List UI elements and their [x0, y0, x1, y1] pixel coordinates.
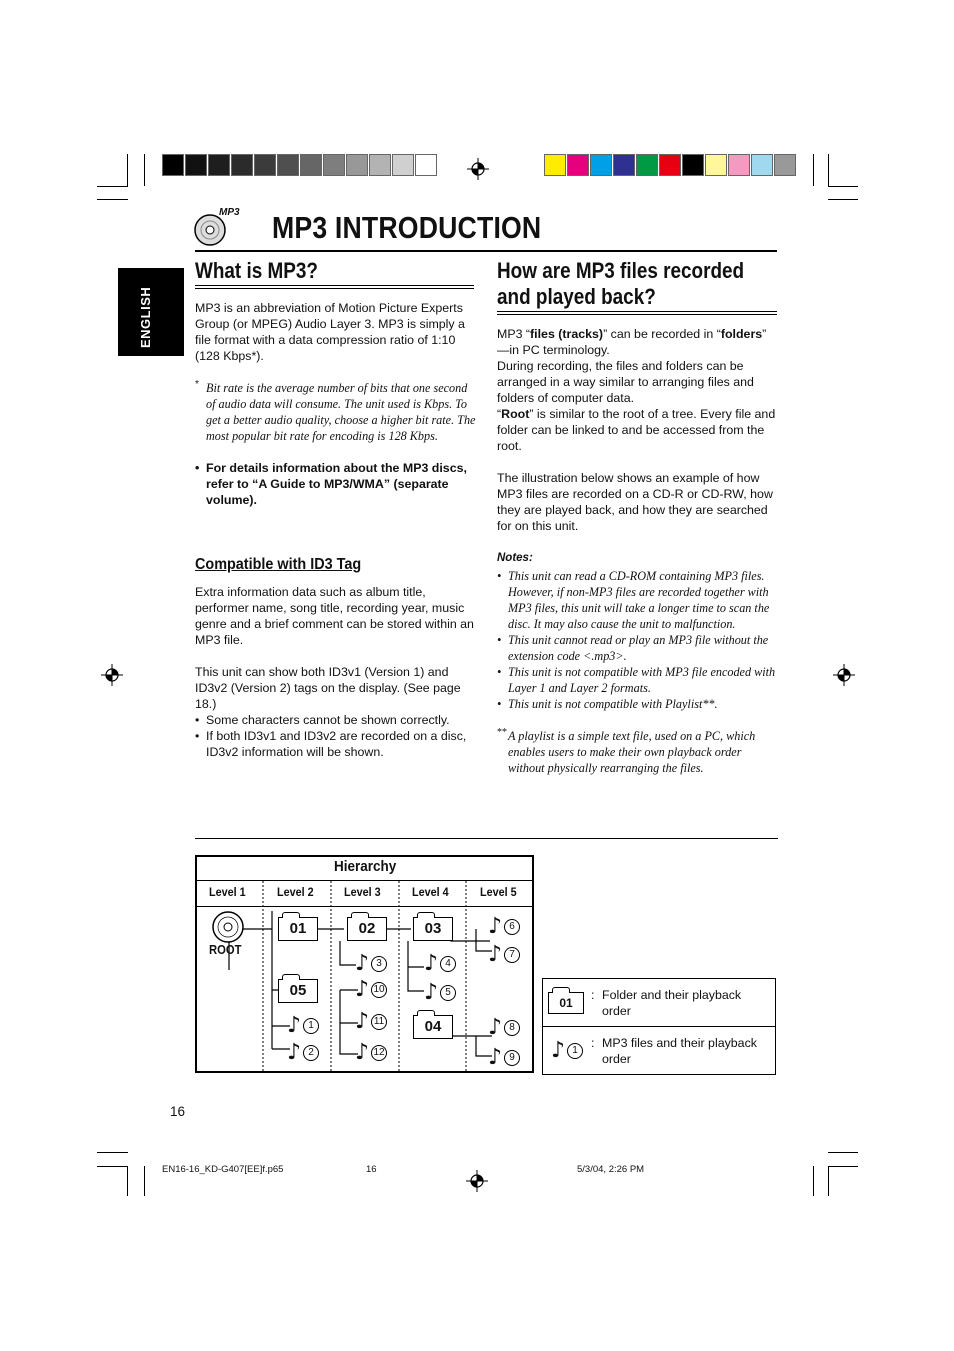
file-order-number: 10 — [371, 982, 387, 998]
legend-folder-icon: 01 — [548, 992, 584, 1014]
music-note-icon: ♪ — [355, 1009, 370, 1034]
mp3-file-item — [287, 1015, 319, 1037]
calibration-swatch — [254, 154, 276, 176]
file-order-number: 9 — [504, 1050, 520, 1066]
music-note-icon: ♪ — [551, 1038, 566, 1063]
calibration-swatch — [415, 154, 437, 176]
heading-rule — [497, 314, 777, 315]
section-divider — [195, 838, 778, 839]
gray-calibration-bar — [162, 154, 438, 176]
calibration-swatch — [300, 154, 322, 176]
id3-paragraph-1: Extra information data such as album title, performer name, song title, recording year, music genre and a brief comment can be stored within an MP3 file. — [195, 585, 474, 647]
note-item: • This unit can read a CD-ROM containing MP3 files. However, if non-MP3 files are recorded together with MP3 files, this unit will take a longer time to scan the disc. It may also cause the unit to malfunction. — [497, 568, 781, 632]
music-note-icon: ♪ — [488, 1045, 503, 1070]
root-paragraph: “Root” is similar to the root of a tree. Every file and folder can be linked to and be accessed from the root. — [497, 407, 776, 453]
music-note-icon: ♪ — [355, 951, 370, 976]
calibration-swatch — [774, 154, 796, 176]
calibration-swatch — [659, 154, 681, 176]
legend-file-item — [551, 1040, 583, 1062]
mp3-file-item — [488, 916, 520, 938]
music-note-icon: ♪ — [355, 1040, 370, 1065]
files-folders-paragraph: MP3 “files (tracks)” can be recorded in “folders” —in PC terminology. — [497, 327, 767, 357]
file-order-number: 7 — [504, 947, 520, 963]
id3-section — [195, 584, 477, 760]
page-number: 16 — [170, 1104, 186, 1119]
language-tab — [118, 268, 184, 356]
music-note-icon: ♪ — [488, 1015, 503, 1040]
illustration-paragraph: The illustration below shows an example of how MP3 files are recorded on a CD-R or CD-RW, how they are played back, and how they are searched for on this unit. — [497, 471, 773, 533]
note-item: • This unit cannot read or play an MP3 file without the extension code <.mp3>. — [497, 632, 781, 664]
registration-crosshair-icon — [101, 664, 123, 686]
note-item: • This unit is not compatible with Playlist**. — [497, 696, 781, 712]
legend-file-number: 1 — [567, 1043, 583, 1059]
calibration-swatch — [544, 154, 566, 176]
level-label: Level 2 — [277, 885, 314, 899]
mp3-logo-text: MP3 — [219, 207, 240, 218]
calibration-swatch — [751, 154, 773, 176]
mp3-file-item — [355, 953, 387, 975]
hierarchy-title: Hierarchy — [334, 858, 397, 875]
footnote-mark: ** — [497, 727, 507, 738]
mp3-file-item — [355, 979, 387, 1001]
mp3-file-item — [287, 1042, 319, 1064]
legend-divider — [542, 1026, 776, 1027]
file-order-number: 5 — [440, 985, 456, 1001]
right-column — [497, 326, 781, 776]
calibration-swatch — [613, 154, 635, 176]
root-disc-icon — [210, 910, 246, 944]
mp3-file-item — [424, 953, 456, 975]
file-order-number: 11 — [371, 1014, 387, 1030]
heading-how-recorded: How are MP3 files recorded and played back? — [497, 258, 745, 309]
mp3-file-item — [355, 1042, 387, 1064]
calibration-swatch — [346, 154, 368, 176]
left-column — [195, 300, 477, 508]
music-note-icon: ♪ — [287, 1040, 302, 1065]
level-label: Level 3 — [344, 885, 381, 899]
music-note-icon: ♪ — [424, 951, 439, 976]
calibration-swatch — [682, 154, 704, 176]
level-label: Level 1 — [209, 885, 246, 899]
calibration-swatch — [590, 154, 612, 176]
folder-icon: 02 — [347, 917, 387, 941]
footnote-text: Bit rate is the average number of bits that one second of audio data will consume. The unit used is Kbps. To get a better audio quality, choose a higher bit rate. The most popular bit rate for encoding is 128 Kbps. — [206, 381, 476, 443]
legend-colon: : — [591, 988, 595, 1002]
playlist-footnote — [497, 728, 781, 776]
mp3-file-item — [355, 1011, 387, 1033]
music-note-icon: ♪ — [488, 914, 503, 939]
level-label: Level 4 — [412, 885, 449, 899]
calibration-swatch — [162, 154, 184, 176]
footer-date: 5/3/04, 2:26 PM — [577, 1164, 645, 1175]
music-note-icon: ♪ — [488, 942, 503, 967]
registration-crosshair-icon — [467, 158, 489, 180]
intro-paragraph: MP3 is an abbreviation of Motion Picture Experts Group (or MPEG) Audio Layer 3. MP3 is simply a file format with a data compression ratio of 1:10 (128 Kbps*). — [195, 301, 465, 363]
footnote-text: A playlist is a simple text file, used on a PC, which enables users to make their own playback order without physically rearranging the files. — [508, 729, 756, 775]
calibration-swatch — [728, 154, 750, 176]
registration-crosshair-icon — [833, 664, 855, 686]
footer-file-name: EN16-16_KD-G407[EE]f.p65 — [162, 1164, 284, 1175]
calibration-swatch — [185, 154, 207, 176]
notes-title: Notes: — [497, 552, 533, 564]
music-note-icon: ♪ — [424, 980, 439, 1005]
id3-bullet: • If both ID3v1 and ID3v2 are recorded on a disc, ID3v2 information will be shown. — [195, 728, 477, 760]
heading-rule — [195, 285, 474, 286]
mp3-file-item — [488, 1017, 520, 1039]
footnote-mark: * — [195, 379, 199, 390]
calibration-swatch — [705, 154, 727, 176]
mp3-logo — [194, 208, 254, 248]
legend-colon: : — [591, 1036, 595, 1050]
level-label: Level 5 — [480, 885, 517, 899]
calibration-swatch — [567, 154, 589, 176]
mp3-file-item — [488, 944, 520, 966]
details-bullet: • For details information about the MP3 discs, refer to “A Guide to MP3/WMA” (separate volume). — [195, 460, 477, 508]
folder-icon: 01 — [278, 917, 318, 941]
folder-icon: 05 — [278, 979, 318, 1003]
heading-id3-tag: Compatible with ID3 Tag — [195, 556, 362, 573]
legend-folder-desc: Folder and their playback order — [602, 988, 742, 1018]
file-order-number: 4 — [440, 956, 456, 972]
mp3-file-item — [488, 1047, 520, 1069]
note-item: • This unit is not compatible with MP3 file encoded with Layer 1 and Layer 2 formats. — [497, 664, 781, 696]
heading-what-is-mp3: What is MP3? — [195, 258, 318, 283]
color-calibration-bar — [544, 154, 797, 176]
arrangement-paragraph: During recording, the files and folders can be arranged in a way similar to arranging files and folders of computer data. — [497, 359, 754, 405]
root-label: ROOT — [209, 943, 242, 957]
bitrate-footnote — [195, 380, 477, 444]
notes-list — [497, 568, 781, 712]
id3-bullet: • Some characters cannot be shown correctly. — [195, 712, 477, 728]
folder-icon: 03 — [413, 917, 453, 941]
cd-disc-icon — [194, 214, 226, 246]
calibration-swatch — [392, 154, 414, 176]
mp3-file-item — [424, 982, 456, 1004]
id3-paragraph-2: This unit can show both ID3v1 (Version 1) and ID3v2 (Version 2) tags on the display. (See page 18.) — [195, 665, 461, 711]
calibration-swatch — [231, 154, 253, 176]
registration-crosshair-icon — [466, 1170, 488, 1192]
title-rule — [195, 250, 777, 252]
music-note-icon: ♪ — [355, 977, 370, 1002]
language-tab-label: ENGLISH — [138, 286, 153, 348]
file-order-number: 3 — [371, 956, 387, 972]
file-order-number: 8 — [504, 1020, 520, 1036]
heading-rule — [195, 288, 474, 289]
calibration-swatch — [636, 154, 658, 176]
file-order-number: 6 — [504, 919, 520, 935]
file-order-number: 2 — [303, 1045, 319, 1061]
calibration-swatch — [369, 154, 391, 176]
footer-page-ref: 16 — [366, 1164, 377, 1175]
page-title: MP3 INTRODUCTION — [272, 210, 542, 245]
music-note-icon: ♪ — [287, 1013, 302, 1038]
folder-icon: 04 — [413, 1015, 453, 1039]
legend-file-desc: MP3 files and their playback order — [602, 1036, 757, 1066]
file-order-number: 12 — [371, 1045, 387, 1061]
file-order-number: 1 — [303, 1018, 319, 1034]
calibration-swatch — [277, 154, 299, 176]
calibration-swatch — [323, 154, 345, 176]
heading-rule — [497, 311, 777, 312]
calibration-swatch — [208, 154, 230, 176]
